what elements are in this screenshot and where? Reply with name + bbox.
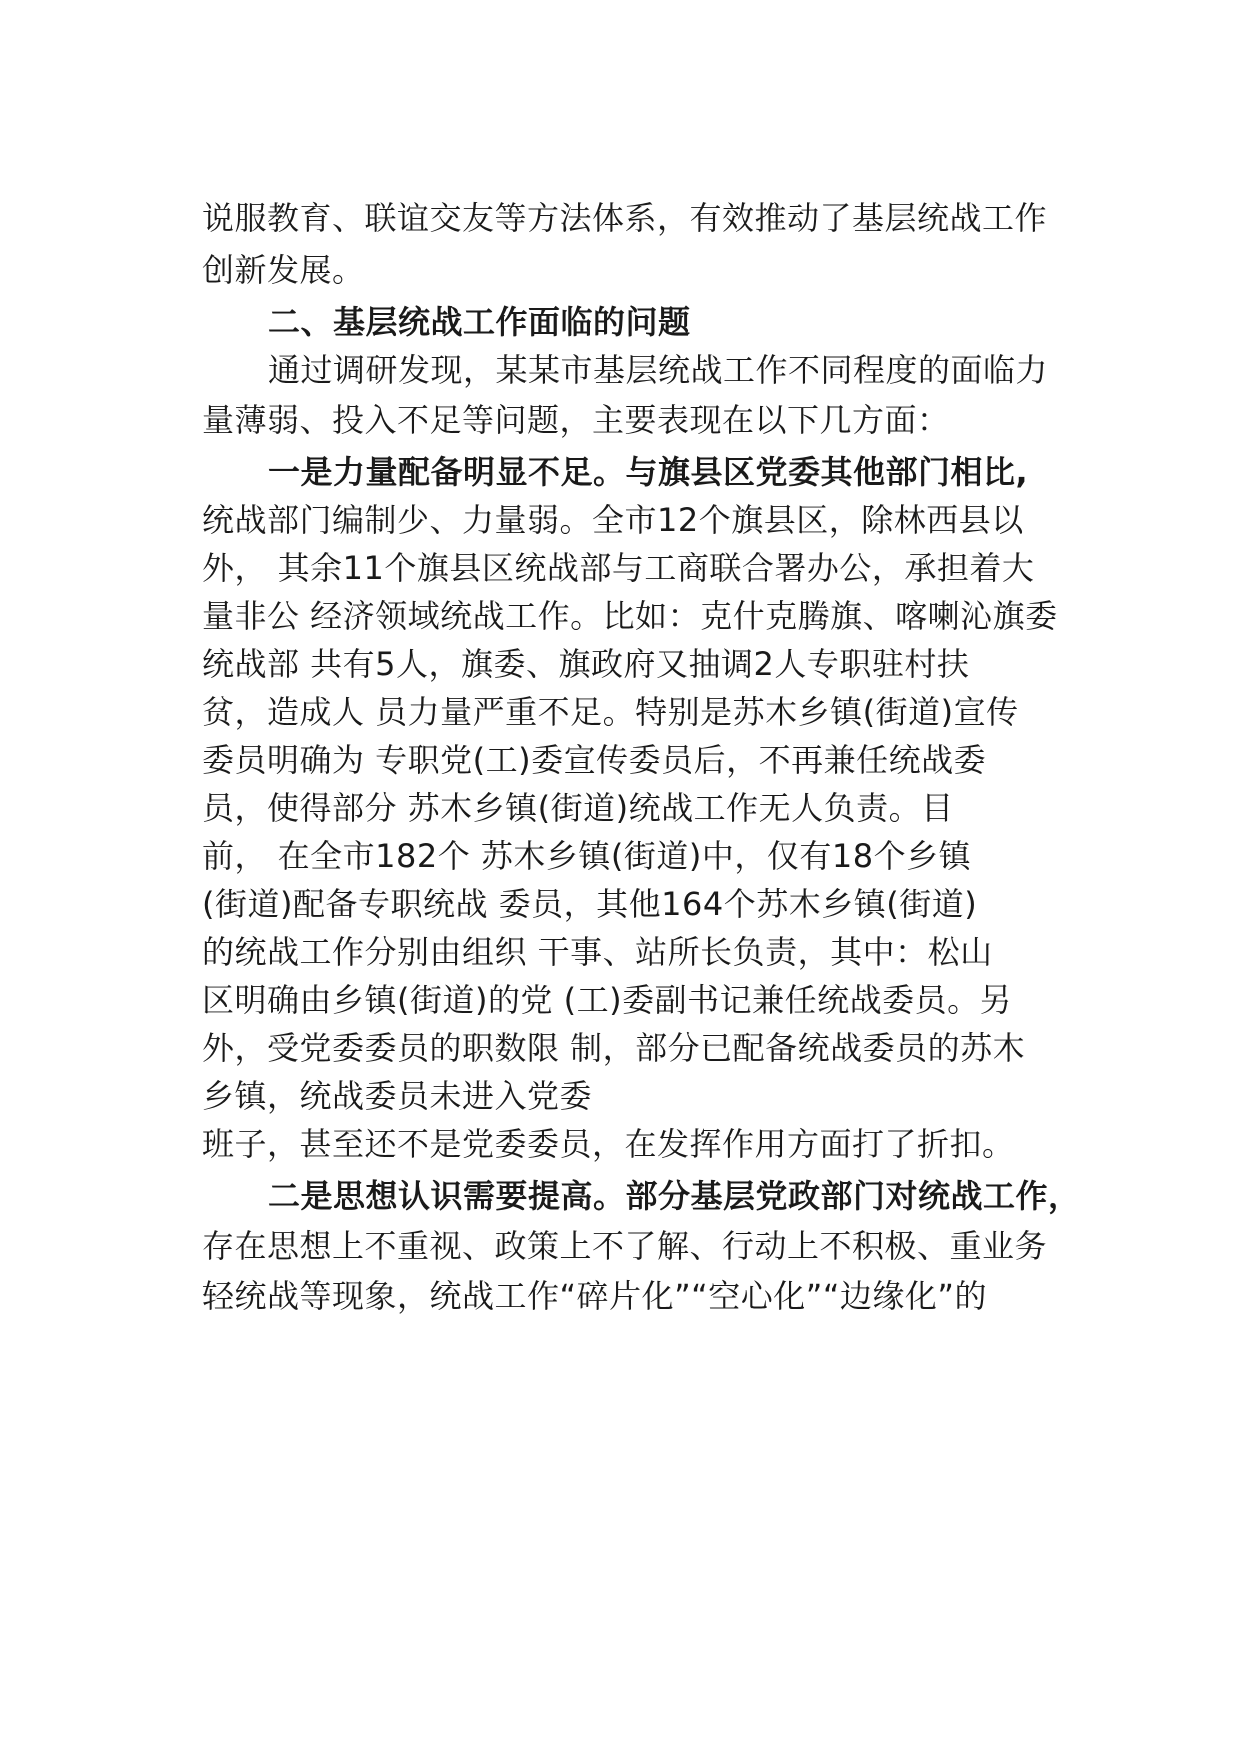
point-one-line-9: 前， 在全市182个 苏木乡镇(街道)中，仅有18个乡镇 [202, 837, 972, 875]
point-two-line-3: 轻统战等现象，统战工作“碎片化”“空心化”“边缘化”的 [202, 1277, 987, 1315]
point-one-line-15: 班子，甚至还不是党委委员，在发挥作用方面打了折扣。 [202, 1125, 1015, 1163]
section-heading: 二、基层统战工作面临的问题 [268, 303, 691, 341]
point-two-title: 二是思想认识需要提高。 [268, 1177, 626, 1215]
point-one-line-1 [268, 452, 1028, 492]
point-one-title: 一是力量配备明显不足。 [268, 453, 626, 491]
point-one-line-7: 委员明确为 专职党(工)委宣传委员后，不再兼任统战委 [202, 741, 987, 779]
point-one-line-5: 统战部 共有5人，旗委、旗政府又抽调2人专职驻村扶 [202, 645, 970, 683]
point-one-line-8: 员，使得部分 苏木乡镇(街道)统战工作无人负责。目 [202, 789, 954, 827]
point-one-line-1-rest: 与旗县区党委其他部门相比, [625, 453, 1029, 491]
point-one-line-10: (街道)配备专职统战 委员，其他164个苏木乡镇(街道) [202, 885, 978, 923]
point-two-line-1 [268, 1176, 1081, 1216]
point-one-line-4: 量非公 经济领域统战工作。比如：克什克腾旗、喀喇沁旗委 [202, 597, 1058, 635]
survey-line-1: 通过调研发现，某某市基层统战工作不同程度的面临力 [268, 351, 1049, 389]
point-one-line-2: 统战部门编制少、力量弱。全市12个旗县区，除林西县以 [202, 501, 1024, 539]
point-one-line-11: 的统战工作分别由组织 干事、站所长负责，其中：松山 [202, 933, 993, 971]
intro-line-2: 创新发展。 [202, 251, 365, 289]
survey-line-2: 量薄弱、投入不足等问题，主要表现在以下几方面： [202, 401, 950, 439]
point-one-line-14: 乡镇，统战委员未进入党委 [202, 1077, 593, 1115]
point-two-line-2: 存在思想上不重视、政策上不了解、行动上不积极、重业务 [202, 1227, 1048, 1265]
point-one-line-13: 外，受党委委员的职数限 制，部分已配备统战委员的苏木 [202, 1029, 1026, 1067]
point-one-line-12: 区明确由乡镇(街道)的党 (工)委副书记兼任统战委员。另 [202, 981, 1013, 1019]
point-two-line-1-rest: 部分基层党政部门对统战工作， [625, 1177, 1081, 1215]
point-one-line-6: 贫，造成人 员力量严重不足。特别是苏木乡镇(街道)宣传 [202, 693, 1019, 731]
point-one-line-3: 外， 其余11个旗县区统战部与工商联合署办公，承担着大 [202, 549, 1035, 587]
intro-line-1: 说服教育、联谊交友等方法体系，有效推动了基层统战工作 [202, 199, 1048, 237]
